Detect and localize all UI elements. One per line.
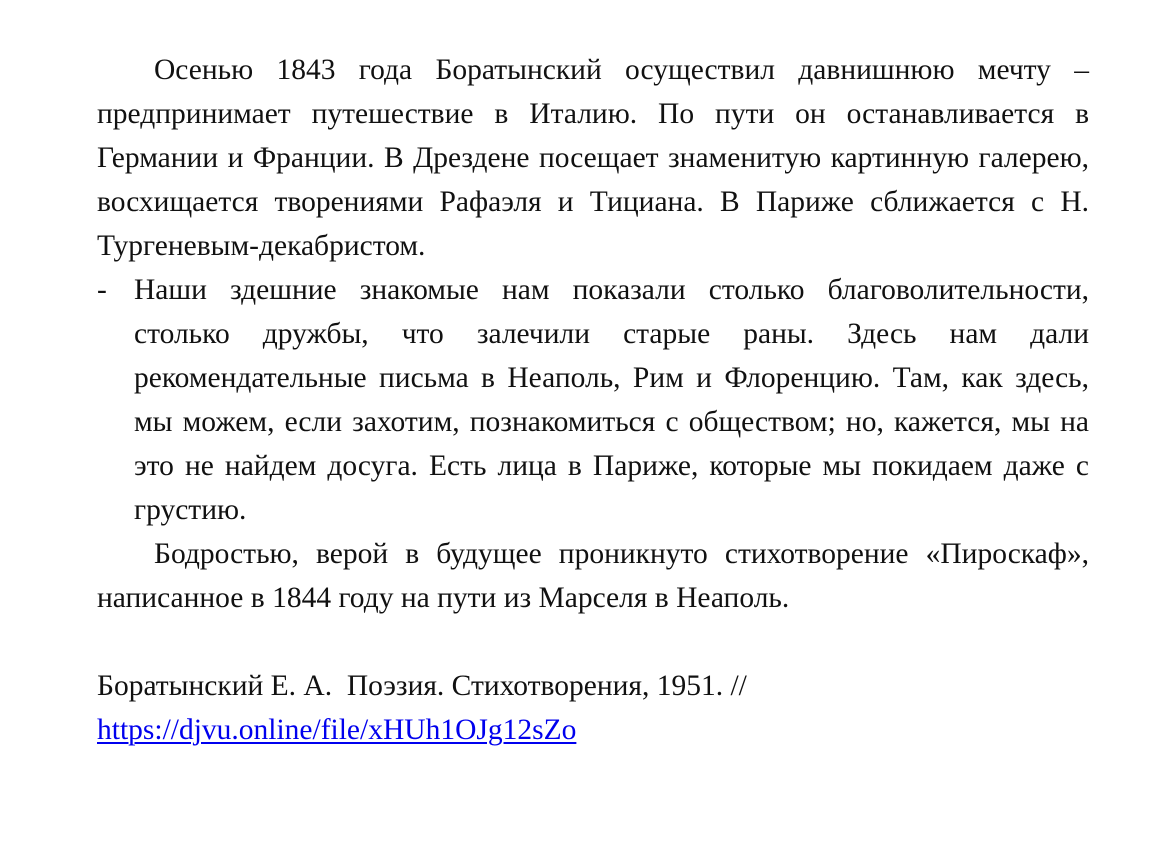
- paragraph-poem: Бодростью, верой в будущее проникнуто стихотворение «Пироскаф», написанное в 1844 году на пути из Марселя в Неаполь.: [97, 538, 1089, 614]
- quote-text: Наши здешние знакомые нам показали столько благоволительности, столько дружбы, что залечили старые раны. Здесь нам дали рекомендательные письма в Неаполь, Рим и Флоренцию. Там, как здесь, мы можем, если захотим, познакомиться с обществом; но, кажется, мы на это не найдем досуга. Есть лица в Париже, которые мы покидаем даже с грустию.: [134, 274, 1089, 526]
- source-citation-block: [97, 664, 1089, 752]
- source-citation: Боратынский Е. А. Поэзия. Стихотворения, 1951. //: [97, 670, 747, 702]
- source-link[interactable]: https://djvu.online/file/xHUh1OJg12sZo: [97, 714, 577, 746]
- quote-dash-marker: -: [97, 274, 107, 306]
- letter-quote: [97, 268, 1089, 532]
- paragraph-journey: Осенью 1843 года Боратынский осуществил давнишнюю мечту – предпринимает путешествие в Италию. По пути он останавливается в Германии и Франции. В Дрездене посещает знаменитую картинную галерею, восхищается творениями Рафаэля и Тициана. В Париже сближается с Н. Тургеневым-декабристом.: [97, 54, 1089, 262]
- document-page: [97, 48, 1089, 752]
